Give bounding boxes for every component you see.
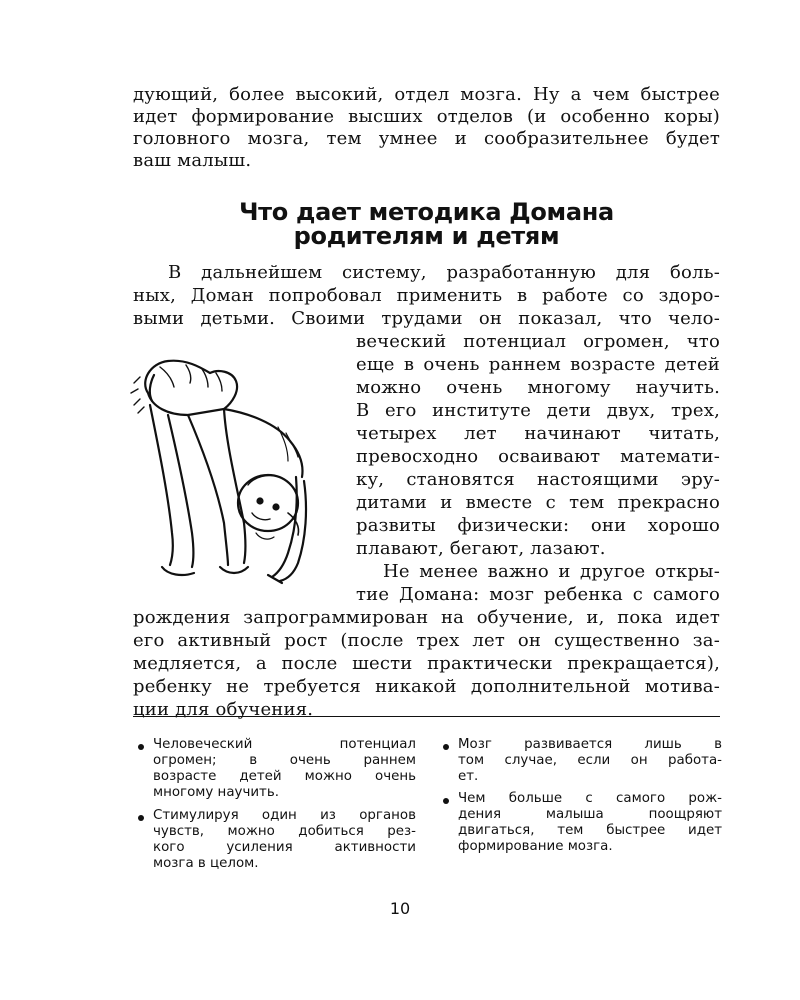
summary-left-2-line-4: мозга в целом. (153, 856, 259, 871)
body-line-2: ных, Доман попробовал применить в работе со здоро- (133, 285, 720, 306)
body-wrapped-line-9: развиты физически: они хорошо (356, 515, 720, 536)
body-wrapped-line-3: можно очень многому научить. (356, 377, 720, 398)
summary-left-2-line-2: чувств, можно добиться рез- (153, 824, 416, 839)
body-wrapped-line-4: В его институте дети двух, трех, (356, 400, 720, 421)
intro-line-3: головного мозга, тем умнее и сообразительнее будет (133, 128, 720, 149)
summary-right-1-line-2: том случае, если он работа- (458, 753, 722, 768)
bullet-dot (138, 815, 144, 821)
summary-left-1-line-4: многому научить. (153, 785, 280, 800)
body-wrapped-line-5: четырех лет начинают читать, (356, 423, 720, 444)
summary-right-2-line-1: Чем больше с самого рож- (458, 791, 722, 806)
summary-left-2-line-1: Стимулируя один из органов (153, 808, 416, 823)
body-line-8: ции для обучения. (133, 699, 314, 720)
body-line-5: его активный рост (после трех лет он существенно за- (133, 630, 720, 651)
summary-left-2-line-3: кого усиления активности (153, 840, 416, 855)
intro-line-2: идет формирование высших отделов (и особенно коры) (133, 106, 720, 127)
body-line-7: ребенку не требуется никакой дополнительной мотива- (133, 676, 720, 697)
summary-left-1-line-3: возрасте детей можно очень (153, 769, 416, 784)
body-line-1: В дальнейшем систему, разработанную для боль- (168, 262, 720, 283)
body-wrapped-line-1: веческий потенциал огромен, что (356, 331, 720, 352)
body-wrapped-line-6: превосходно осваивают математи- (356, 446, 720, 467)
body-wrapped-line-12: тие Домана: мозг ребенка с самого (356, 584, 720, 605)
bullet-dot (138, 744, 144, 750)
summary-right-2-line-4: формирование мозга. (458, 839, 613, 854)
summary-right-2-line-3: двигаться, тем быстрее идет (458, 823, 722, 838)
body-line-4: рождения запрограммирован на обучение, и, пока идет (133, 607, 720, 628)
body-wrapped-line-7: ку, становятся настоящими эру- (356, 469, 720, 490)
body-wrapped-line-8: дитами и вместе с тем прекрасно (356, 492, 720, 513)
body-line-3: выми детьми. Своими трудами он показал, что чело- (133, 308, 720, 329)
summary-left-1-line-1: Человеческий потенциал (153, 737, 416, 752)
body-wrapped-line-11: Не менее важно и другое откры- (383, 561, 720, 582)
body-line-6: медляется, а после шести практически прекращается), (133, 653, 720, 674)
bullet-dot (443, 744, 449, 750)
bending-child-illustration (128, 353, 320, 585)
heading-line-2: родителям и детям (293, 222, 560, 250)
body-wrapped-line-2: еще в очень раннем возрасте детей (356, 354, 720, 375)
bullet-dot (443, 798, 449, 804)
summary-left-1-line-2: огромен; в очень раннем (153, 753, 416, 768)
section-divider (133, 716, 720, 717)
body-wrapped-line-10: плавают, бегают, лазают. (356, 538, 606, 559)
heading-line-1: Что дает методика Домана (239, 198, 614, 226)
intro-line-1: дующий, более высокий, отдел мозга. Ну а чем быстрее (133, 84, 720, 105)
summary-right-1-line-1: Мозг развивается лишь в (458, 737, 722, 752)
intro-line-4: ваш малыш. (133, 150, 252, 171)
page-number: 10 (389, 899, 411, 918)
summary-right-2-line-2: дения малыша поощряют (458, 807, 722, 822)
summary-right-1-line-3: ет. (458, 769, 479, 784)
